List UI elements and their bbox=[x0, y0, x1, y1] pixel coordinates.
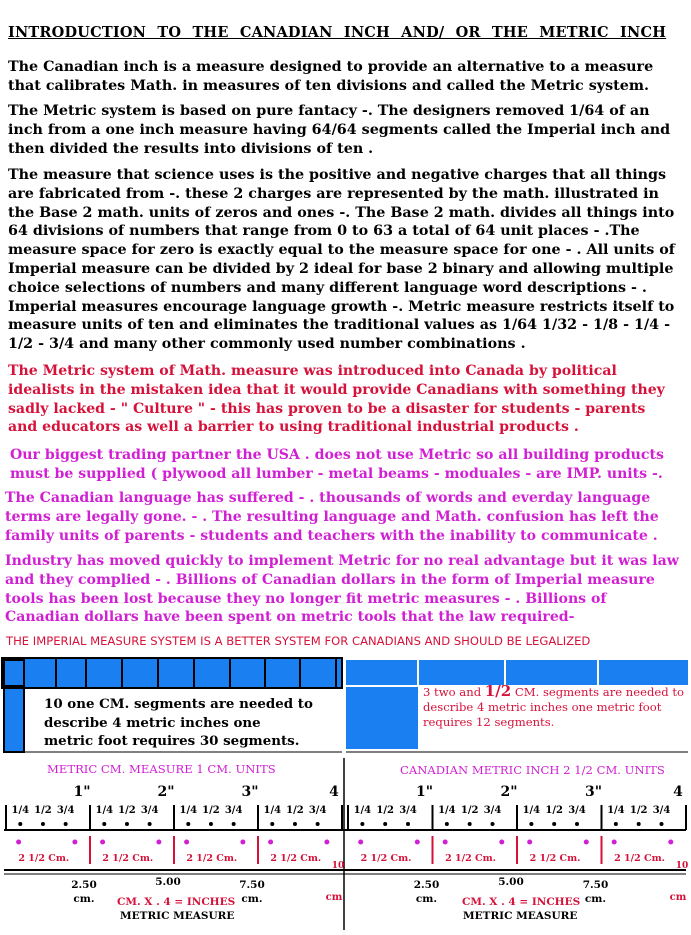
fraction-dot bbox=[529, 822, 533, 826]
cm-dot bbox=[415, 840, 420, 845]
cm-dot bbox=[584, 840, 589, 845]
scale-unit: cm. bbox=[415, 893, 438, 905]
fraction-label: 1/2 bbox=[118, 805, 136, 816]
scale-end-unit: cm bbox=[325, 892, 343, 903]
fraction-label: 1/2 bbox=[34, 805, 52, 816]
scale-value: 5.00 bbox=[155, 876, 181, 888]
fraction-label: 1/4 bbox=[438, 805, 456, 816]
fraction-label: 3/4 bbox=[399, 805, 417, 816]
fraction-label: 3/4 bbox=[568, 805, 586, 816]
fraction-label: 1/2 bbox=[629, 805, 648, 816]
fraction-dot bbox=[41, 822, 45, 826]
right-note-pre: 3 two and bbox=[423, 685, 485, 699]
fraction-label: 1/4 bbox=[95, 805, 114, 816]
scale-unit: cm. bbox=[73, 893, 95, 905]
cm-dot bbox=[240, 840, 245, 845]
scale-value: 7.50 bbox=[239, 879, 265, 891]
imperial-caption: THE IMPERIAL MEASURE SYSTEM IS A BETTER SYSTEM FOR CANADIANS AND SHOULD BE LEGALIZED bbox=[6, 634, 591, 648]
fraction-dot bbox=[614, 822, 618, 826]
fraction-dot bbox=[468, 822, 472, 826]
paragraph-trading-partner: Our biggest trading partner the USA . does not use Metric so all building products must be supplied ( plywood all lumber - metal beams - moduales - are IMP. units -. bbox=[10, 447, 664, 482]
fraction-label: 1/4 bbox=[11, 805, 30, 816]
fraction-label: 1/4 bbox=[179, 805, 198, 816]
cm-dot bbox=[527, 840, 532, 845]
cm-segment-label: 2 1/2 Cm. bbox=[360, 853, 412, 864]
cm-segment-label: 2 1/2 Cm. bbox=[614, 853, 665, 864]
fraction-dot bbox=[360, 822, 364, 826]
formula-right: CM. X . 4 = INCHES bbox=[462, 896, 581, 908]
inch-label: 2" bbox=[157, 784, 175, 800]
right-note-fraction: 1/2 bbox=[484, 682, 512, 700]
cm-dot bbox=[268, 840, 273, 845]
fraction-dot bbox=[102, 822, 106, 826]
fraction-dot bbox=[125, 822, 129, 826]
fraction-label: 1/2 bbox=[202, 805, 220, 816]
right-ruler-title: CANADIAN METRIC INCH 2 1/2 CM. UNITS bbox=[400, 763, 665, 777]
fraction-dot bbox=[637, 822, 641, 826]
cm-dot bbox=[668, 840, 673, 845]
fraction-dot bbox=[406, 822, 410, 826]
scale-end-unit: cm bbox=[669, 892, 687, 903]
cm-dot bbox=[358, 840, 363, 845]
fraction-dot bbox=[383, 822, 387, 826]
cm-dot bbox=[16, 840, 21, 845]
fraction-label: 3/4 bbox=[56, 805, 75, 816]
cm-segment-label: 2 1/2 Cm. bbox=[529, 853, 581, 864]
fraction-label: 1/2 bbox=[460, 805, 479, 816]
cm-dot bbox=[184, 840, 189, 845]
end-ten-label: 10 bbox=[675, 861, 689, 871]
fraction-dot bbox=[186, 822, 190, 826]
cm-dot bbox=[612, 840, 617, 845]
fraction-label: 1/2 bbox=[376, 805, 394, 816]
cm-dot bbox=[443, 840, 448, 845]
fraction-dot bbox=[18, 822, 22, 826]
page-title: INTRODUCTION TO THE CANADIAN INCH AND/ OR THE METRIC INCH bbox=[8, 24, 667, 41]
cm-dot bbox=[100, 840, 105, 845]
fraction-dot bbox=[552, 822, 556, 826]
cm-segment-label: 2 1/2 Cm. bbox=[186, 853, 238, 864]
fraction-dot bbox=[232, 822, 236, 826]
inch-label: 4 bbox=[329, 784, 339, 800]
cm-dot bbox=[72, 840, 77, 845]
fraction-dot bbox=[575, 822, 579, 826]
fraction-dot bbox=[209, 822, 213, 826]
paragraph-metric-introduced: The Metric system of Math. measure was introduced into Canada by political idealists in the mistaken idea that it would provide Canadians with something they sadly lacked - " Culture " - this has proven to be a disaster for students - parents and educators as well a barrier to using traditional industrial products . bbox=[8, 363, 665, 436]
scale-value: 7.50 bbox=[582, 879, 609, 891]
fraction-label: 1/4 bbox=[522, 805, 541, 816]
cm-dot bbox=[499, 840, 504, 845]
paragraph-science-measure: The measure that science uses is the positive and negative charges that all things are fabricated from -. these 2 charges are represented by the math. illustrated in the Base 2 math. units of zeros and ones -. The Base 2 math. divides all things into 64 divisions of numbers that range from 0 to 63 a total of 64 unit places - .The measure space for zero is exactly equal to the measure space for one - . All units of Imperial measure can be divided by 2 ideal for base 2 binary and allowing multiple choice selections of numbers and many different language word descriptions - . Imperial measures encourage language growth -. Metric measure restricts itself to measure units of ten and eliminates the traditional values as 1/64 1/32 - 1/8 - 1/4 - 1/2 - 3/4 and many other commonly used number combinations . bbox=[8, 167, 675, 353]
fraction-dot bbox=[293, 822, 297, 826]
inch-label: 1" bbox=[415, 784, 434, 800]
formula-left: CM. X . 4 = INCHES bbox=[117, 896, 236, 908]
fraction-label: 1/4 bbox=[353, 805, 372, 816]
fraction-label: 3/4 bbox=[483, 805, 502, 816]
scale-value: 2.50 bbox=[413, 879, 440, 891]
fraction-dot bbox=[445, 822, 449, 826]
fraction-label: 3/4 bbox=[652, 805, 671, 816]
fraction-dot bbox=[316, 822, 320, 826]
fraction-label: 3/4 bbox=[308, 805, 327, 816]
fraction-dot bbox=[148, 822, 152, 826]
fraction-dot bbox=[659, 822, 663, 826]
scale-unit: cm. bbox=[584, 893, 607, 905]
left-diagram-note: 10 one CM. segments are needed to describe 4 metric inches one metric foot requires 30 segments. bbox=[44, 696, 313, 749]
inch-label: 2" bbox=[500, 784, 518, 800]
fraction-label: 1/4 bbox=[263, 805, 282, 816]
fraction-dot bbox=[64, 822, 68, 826]
right-diagram-note bbox=[423, 684, 691, 730]
ruler-area bbox=[4, 758, 686, 930]
right-note-post: CM. segments are needed to describe 4 metric inches one metric foot requires 12 segments. bbox=[423, 685, 685, 729]
canadian-ruler-right bbox=[348, 784, 688, 905]
inch-label: 1" bbox=[73, 784, 91, 800]
fraction-dot bbox=[270, 822, 274, 826]
scale-value: 5.00 bbox=[498, 876, 524, 888]
paragraph-industry: Industry has moved quickly to implement Metric for no real advantage but it was law and they complied - . Billions of Canadian dollars in the form of Imperial measure tools has been lost because they no longer fit metric measures - . Billions of Canadian dollars have been spent on metric tools that the law required- bbox=[5, 553, 679, 626]
footer-right: METRIC MEASURE bbox=[463, 910, 578, 922]
paragraph-metric-fantasy: The Metric system is based on pure fantacy -. The designers removed 1/64 of an inch from a one inch measure having 64/64 segments called the Imperial inch and then divided the results into divisions of ten . bbox=[8, 103, 671, 157]
left-ruler-title: METRIC CM. MEASURE 1 CM. UNITS bbox=[47, 762, 276, 776]
fraction-label: 3/4 bbox=[224, 805, 243, 816]
fraction-label: 1/2 bbox=[286, 805, 304, 816]
metric-ruler-left bbox=[6, 784, 344, 905]
paragraph-language-suffered: The Canadian language has suffered - . thousands of words and everday language terms are legally gone. - . The resulting language and Math. confusion has left the family units of parents - students and teachers with the inability to communicate . bbox=[5, 490, 659, 544]
cm-dot bbox=[156, 840, 161, 845]
cm-segment-label: 2 1/2 Cm. bbox=[445, 853, 496, 864]
scale-value: 2.50 bbox=[71, 879, 97, 891]
cm-segment-label: 2 1/2 Cm. bbox=[270, 853, 322, 864]
inch-label: 3" bbox=[241, 784, 259, 800]
inch-label: 3" bbox=[584, 784, 603, 800]
cm-segment-label: 2 1/2 Cm. bbox=[18, 853, 70, 864]
cm-segment-label: 2 1/2 Cm. bbox=[102, 853, 154, 864]
fraction-label: 1/2 bbox=[545, 805, 563, 816]
end-ten-label: 10 bbox=[331, 861, 345, 871]
paragraph-canadian-inch: The Canadian inch is a measure designed to provide an alternative to a measure that calibrates Math. in measures of ten divisions and called the Metric system. bbox=[8, 59, 654, 94]
fraction-label: 3/4 bbox=[140, 805, 159, 816]
footer-left: METRIC MEASURE bbox=[120, 910, 235, 922]
fraction-dot bbox=[490, 822, 494, 826]
cm-dot bbox=[324, 840, 329, 845]
inch-label: 4 bbox=[673, 784, 683, 800]
fraction-label: 1/4 bbox=[607, 805, 625, 816]
scale-unit: cm. bbox=[241, 893, 263, 905]
